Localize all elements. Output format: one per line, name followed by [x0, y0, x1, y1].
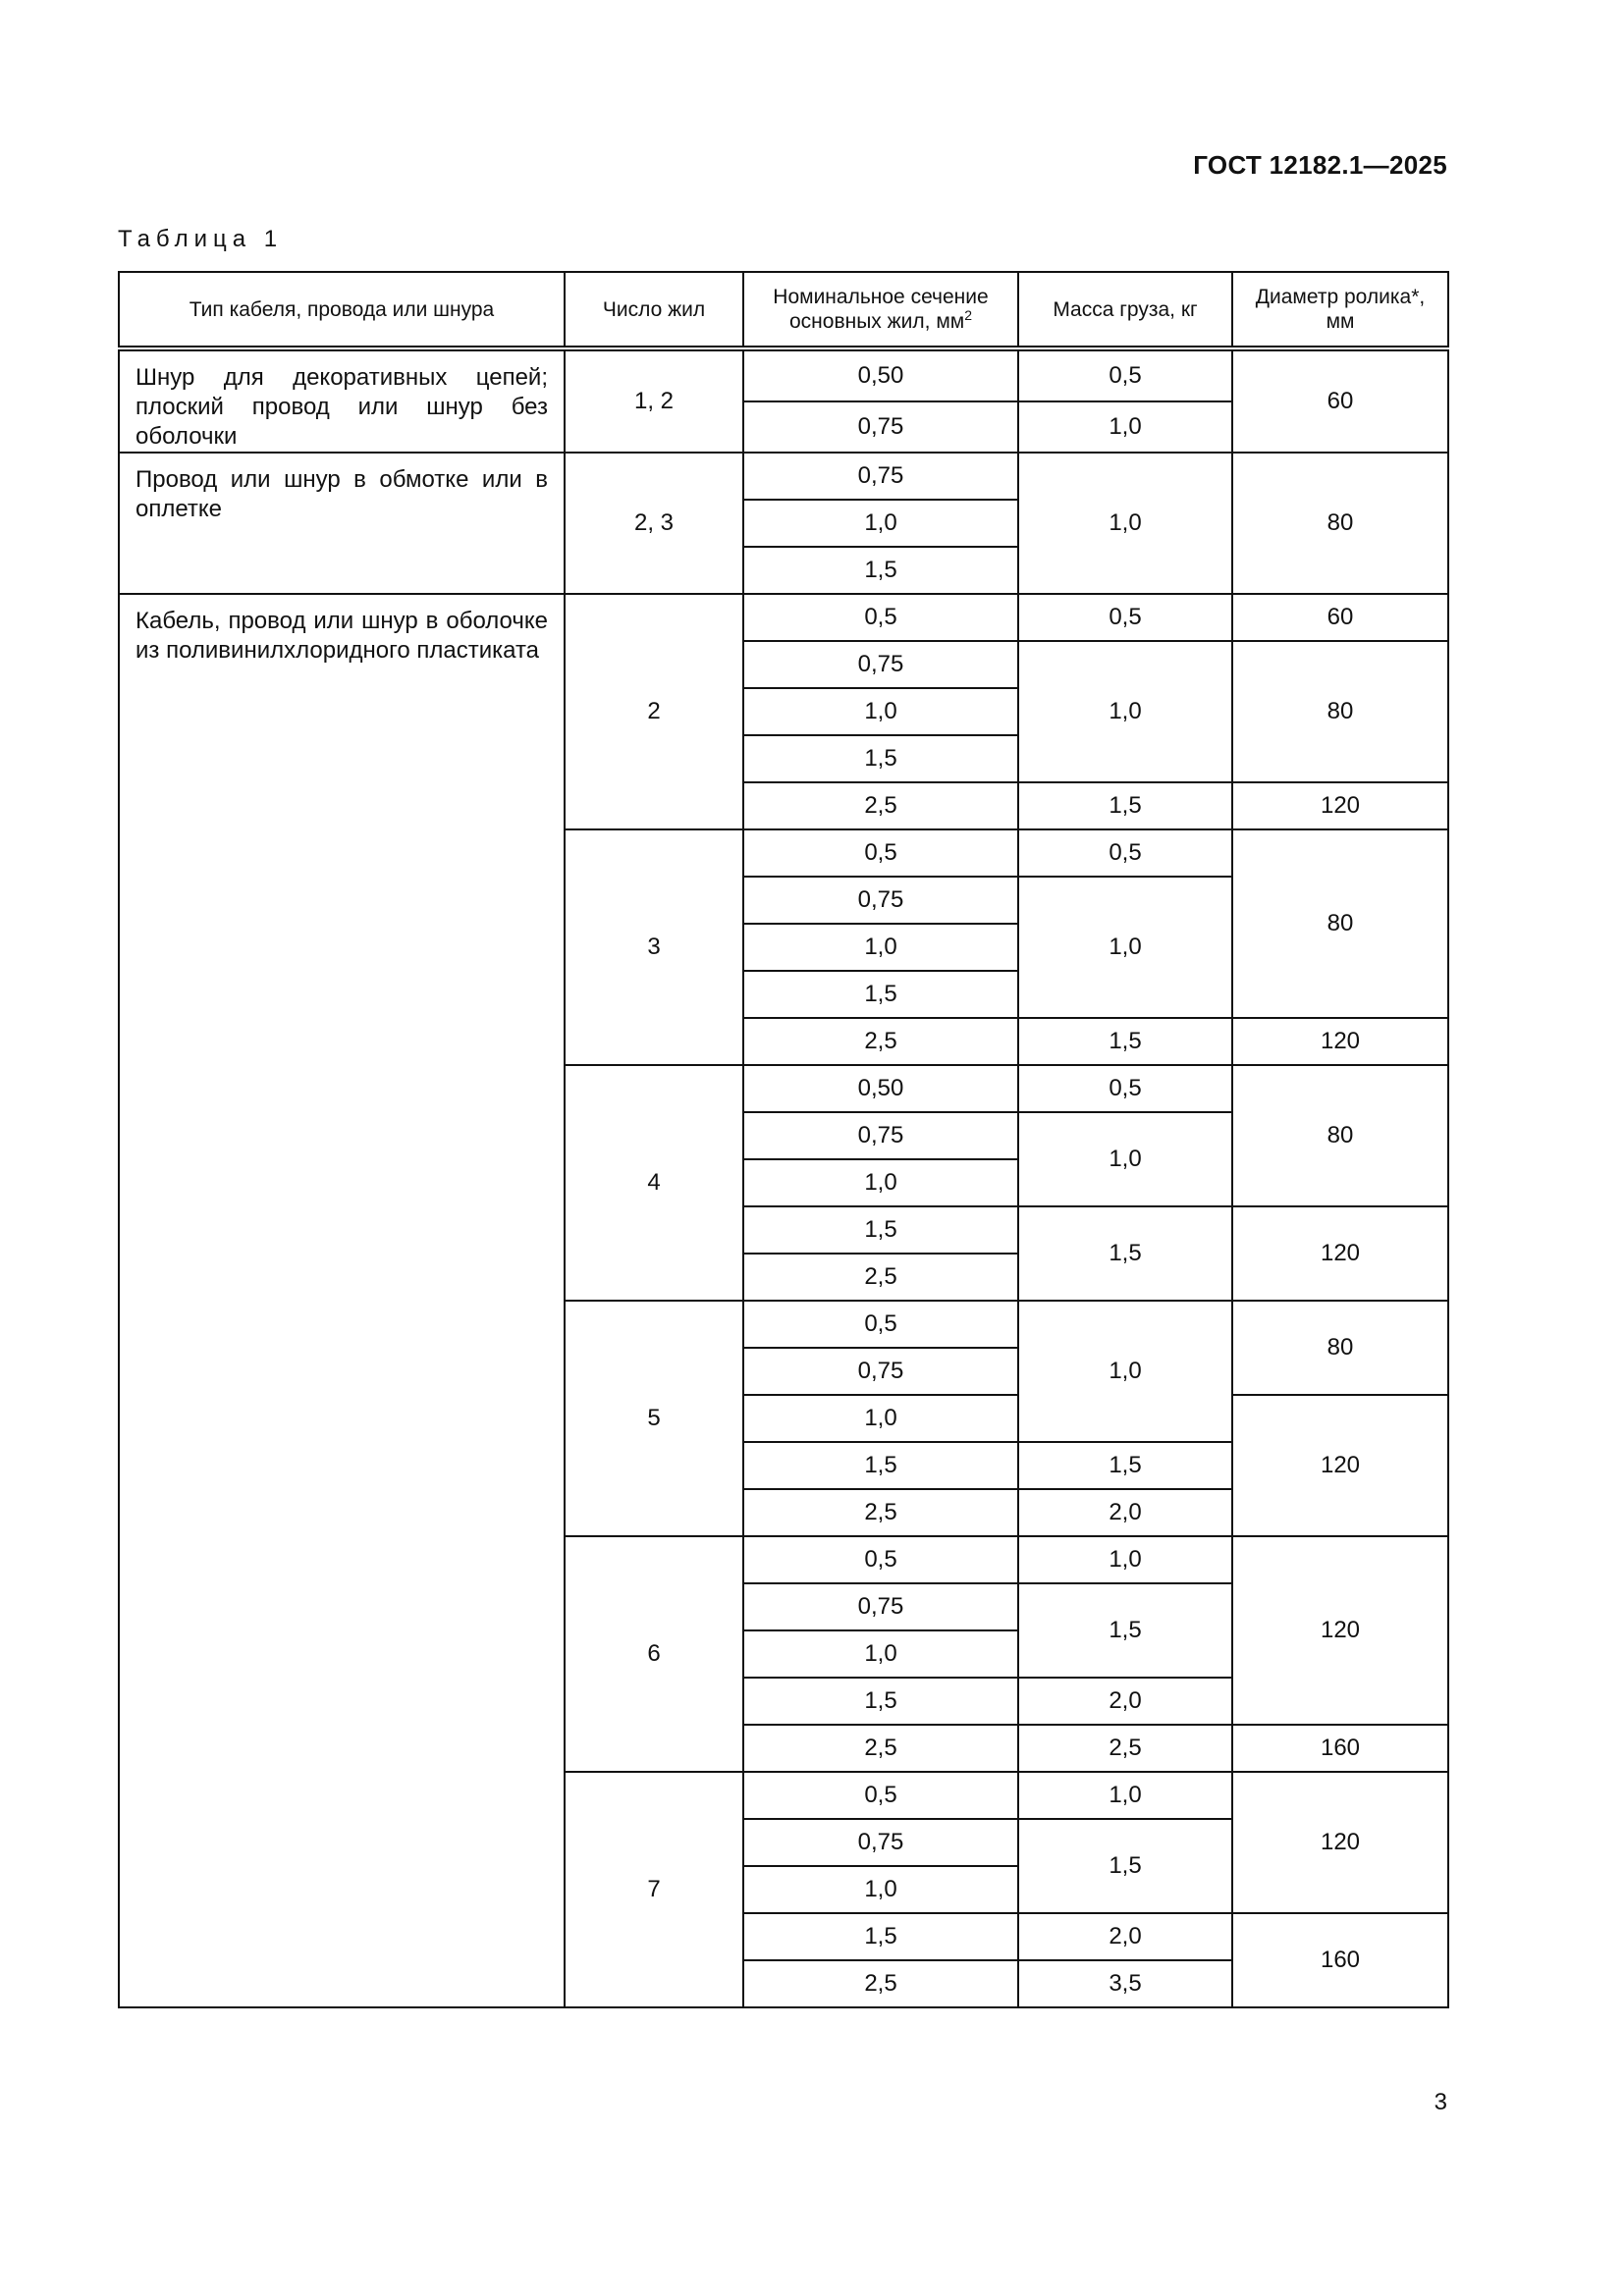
table-caption: Таблица 1 — [118, 226, 284, 252]
cores-cell: 3 — [565, 829, 743, 1065]
table-row — [119, 453, 1448, 500]
diameter-cell: 120 — [1232, 782, 1448, 829]
cores-cell: 4 — [565, 1065, 743, 1301]
mass-cell: 0,5 — [1018, 350, 1232, 401]
section-cell: 0,75 — [743, 401, 1018, 453]
section-cell: 2,5 — [743, 1018, 1018, 1065]
mass-cell: 2,0 — [1018, 1489, 1232, 1536]
diameter-cell: 160 — [1232, 1913, 1448, 2007]
mass-cell: 1,0 — [1018, 877, 1232, 1018]
section-cell: 0,75 — [743, 1819, 1018, 1866]
section-cell: 1,5 — [743, 735, 1018, 782]
mass-cell: 1,5 — [1018, 782, 1232, 829]
section-cell: 2,5 — [743, 1960, 1018, 2007]
mass-cell: 1,5 — [1018, 1442, 1232, 1489]
document-standard-number: ГОСТ 12182.1—2025 — [1193, 150, 1447, 180]
section-cell: 0,75 — [743, 641, 1018, 688]
section-cell: 1,0 — [743, 1630, 1018, 1678]
header-mass: Масса груза, кг — [1018, 272, 1232, 347]
diameter-cell: 80 — [1232, 641, 1448, 782]
cable-type-cell: Кабель, провод или шнур в оболочке из поливинилхлоридного пластиката — [119, 594, 565, 2007]
mass-cell: 1,0 — [1018, 1112, 1232, 1206]
mass-cell: 3,5 — [1018, 1960, 1232, 2007]
cable-type-cell: Шнур для декоративных цепей; плоский провод или шнур без оболочки — [119, 350, 565, 453]
mass-cell: 1,0 — [1018, 1772, 1232, 1819]
section-cell: 1,0 — [743, 924, 1018, 971]
header-diameter: Диаметр ролика*, мм — [1232, 272, 1448, 347]
mass-cell: 0,5 — [1018, 829, 1232, 877]
mass-cell: 1,5 — [1018, 1206, 1232, 1301]
section-cell: 1,5 — [743, 1678, 1018, 1725]
table-header-row — [119, 272, 1448, 347]
mass-cell: 1,5 — [1018, 1819, 1232, 1913]
mass-cell: 1,0 — [1018, 1536, 1232, 1583]
mass-cell: 1,5 — [1018, 1583, 1232, 1678]
section-cell: 0,75 — [743, 1112, 1018, 1159]
table-row — [119, 350, 1448, 401]
section-cell: 0,75 — [743, 1348, 1018, 1395]
diameter-cell: 120 — [1232, 1536, 1448, 1725]
section-cell: 0,75 — [743, 1583, 1018, 1630]
section-cell: 2,5 — [743, 782, 1018, 829]
section-cell: 1,5 — [743, 1913, 1018, 1960]
section-cell: 1,5 — [743, 547, 1018, 594]
section-cell: 0,75 — [743, 453, 1018, 500]
section-cell: 2,5 — [743, 1489, 1018, 1536]
section-cell: 0,5 — [743, 1301, 1018, 1348]
section-cell: 0,50 — [743, 1065, 1018, 1112]
mass-cell: 1,0 — [1018, 641, 1232, 782]
header-section — [743, 272, 1018, 347]
diameter-cell: 120 — [1232, 1206, 1448, 1301]
section-cell: 1,0 — [743, 1866, 1018, 1913]
diameter-cell: 80 — [1232, 453, 1448, 594]
cores-cell: 6 — [565, 1536, 743, 1772]
table-row — [119, 594, 1448, 641]
section-cell: 1,0 — [743, 688, 1018, 735]
section-cell: 0,5 — [743, 1536, 1018, 1583]
section-cell: 0,5 — [743, 829, 1018, 877]
mass-cell: 1,0 — [1018, 1301, 1232, 1442]
diameter-cell: 60 — [1232, 594, 1448, 641]
section-cell: 1,5 — [743, 1206, 1018, 1254]
cores-cell: 2 — [565, 594, 743, 829]
diameter-cell: 80 — [1232, 829, 1448, 1018]
mass-cell: 1,0 — [1018, 401, 1232, 453]
diameter-cell: 80 — [1232, 1065, 1448, 1206]
cable-parameters-table — [118, 271, 1449, 2008]
section-cell: 1,0 — [743, 500, 1018, 547]
cable-type-cell: Провод или шнур в обмотке или в оплетке — [119, 453, 565, 594]
diameter-cell: 160 — [1232, 1725, 1448, 1772]
mass-cell: 2,0 — [1018, 1913, 1232, 1960]
page-number: 3 — [1434, 2089, 1447, 2115]
cores-cell: 2, 3 — [565, 453, 743, 594]
diameter-cell: 80 — [1232, 1301, 1448, 1395]
diameter-cell: 120 — [1232, 1395, 1448, 1536]
cores-cell: 7 — [565, 1772, 743, 2007]
mass-cell: 0,5 — [1018, 594, 1232, 641]
section-cell: 1,5 — [743, 1442, 1018, 1489]
section-cell: 0,5 — [743, 594, 1018, 641]
section-cell: 2,5 — [743, 1254, 1018, 1301]
section-cell: 1,0 — [743, 1395, 1018, 1442]
header-section-superscript: 2 — [964, 307, 972, 323]
diameter-cell: 120 — [1232, 1772, 1448, 1913]
mass-cell: 2,5 — [1018, 1725, 1232, 1772]
section-cell: 0,5 — [743, 1772, 1018, 1819]
cores-cell: 5 — [565, 1301, 743, 1536]
header-section-text: Номинальное сечение основных жил, мм — [773, 286, 989, 333]
section-cell: 1,5 — [743, 971, 1018, 1018]
cores-cell: 1, 2 — [565, 350, 743, 453]
diameter-cell: 60 — [1232, 350, 1448, 453]
header-type: Тип кабеля, провода или шнура — [119, 272, 565, 347]
mass-cell: 0,5 — [1018, 1065, 1232, 1112]
mass-cell: 2,0 — [1018, 1678, 1232, 1725]
section-cell: 2,5 — [743, 1725, 1018, 1772]
mass-cell: 1,0 — [1018, 453, 1232, 594]
diameter-cell: 120 — [1232, 1018, 1448, 1065]
section-cell: 0,50 — [743, 350, 1018, 401]
section-cell: 0,75 — [743, 877, 1018, 924]
header-cores: Число жил — [565, 272, 743, 347]
mass-cell: 1,5 — [1018, 1018, 1232, 1065]
section-cell: 1,0 — [743, 1159, 1018, 1206]
